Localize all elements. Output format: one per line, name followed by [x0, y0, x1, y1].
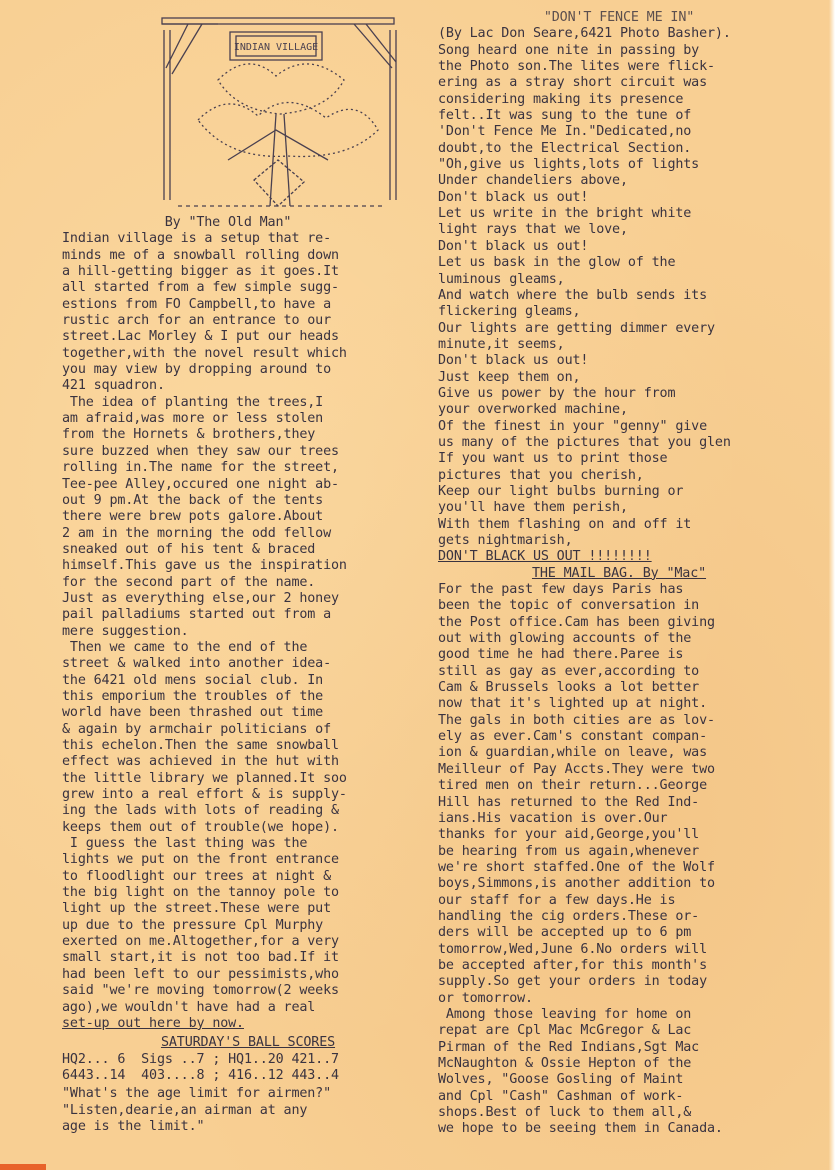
article-line: small start,it is not too bad.If it — [62, 950, 339, 966]
article-line: 2 am in the morning the odd fellow — [62, 525, 332, 541]
mailbag-line: tired men on their return...George — [438, 778, 708, 794]
article-line: the little library we planned.It soo — [62, 770, 347, 786]
mailbag-line: shops.Best of luck to them all,& — [438, 1105, 692, 1121]
arch-crossbeam — [162, 18, 394, 24]
song-line: luminous gleams, — [438, 271, 565, 287]
page-right-edge — [829, 0, 835, 1170]
arch-left-brace — [166, 24, 188, 68]
article-line: lights we put on the front entrance — [62, 852, 339, 868]
song-lyrics — [438, 157, 800, 566]
mailbag-line: Hill has returned to the Red Ind- — [438, 794, 700, 810]
song-intro-line: ering as a stray short circuit was — [438, 75, 708, 91]
article-line: 421 squadron. — [62, 378, 165, 394]
song-line: DON'T BLACK US OUT !!!!!!!! — [438, 549, 652, 565]
song-line: Give us power by the hour from — [438, 385, 676, 401]
article-line: from the Hornets & brothers,they — [62, 427, 316, 443]
joke-line: "Listen,dearie,an airman at any — [62, 1102, 308, 1118]
song-line: us many of the pictures that you glen — [438, 434, 731, 450]
article-line: mere suggestion. — [62, 623, 189, 639]
song-line: minute,it seems, — [438, 336, 565, 352]
article-line: rolling in.The name for the street, — [62, 460, 339, 476]
article-line: Then we came to the end of the — [62, 639, 308, 655]
article-line: out 9 pm.At the back of the tents — [62, 492, 324, 508]
song-line: Don't black us out! — [438, 189, 589, 205]
article-line: & again by armchair politicians of — [62, 721, 332, 737]
village-sign-text: INDIAN VILLAGE — [233, 42, 319, 53]
song-line: Under chandeliers above, — [438, 173, 628, 189]
article-line: set-up out here by now. — [62, 1015, 244, 1031]
mailbag-line: we hope to be seeing them in Canada. — [438, 1121, 723, 1137]
article-line: this echelon.Then the same snowball — [62, 738, 339, 753]
ball-scores-title: SATURDAY'S BALL SCORES — [160, 1035, 336, 1051]
tree-foliage — [218, 64, 344, 114]
mailbag-line: our staff for a few days.He is — [438, 892, 676, 908]
mailbag-line: supply.So get your orders in today — [438, 974, 708, 990]
mailbag-line: ion & guardian,while on leave, was — [438, 745, 708, 761]
article-line: Tee-pee Alley,occured one night ab- — [62, 476, 339, 492]
article-line: rustic arch for an entrance to our — [62, 313, 332, 329]
mailbag-line: tomorrow,Wed,June 6.No orders will — [438, 941, 708, 957]
mailbag-line: boys,Simmons,is another addition to — [438, 876, 715, 892]
song-line: light rays that we love, — [438, 222, 628, 238]
article-line: all started from a few simple sugg- — [62, 280, 339, 296]
article-line: ing the lads with lots of reading & — [62, 803, 339, 819]
article-line: world have been thrashed out time — [62, 705, 324, 721]
article-line: The idea of planting the trees,I — [62, 394, 324, 410]
mailbag-line: ely as ever.Cam's constant compan- — [438, 729, 708, 745]
article-line: together,with the novel result which — [62, 345, 347, 361]
song-line: Our lights are getting dimmer every — [438, 320, 715, 336]
mailbag-line: and Cpl "Cash" Cashman of work- — [438, 1088, 684, 1104]
right-column — [438, 10, 800, 1138]
song-line: Don't black us out! — [438, 238, 589, 254]
song-line: gets nightmarish, — [438, 533, 573, 548]
article-byline: By "The Old Man" — [164, 215, 292, 230]
article-line: Just as everything else,our 2 honey — [62, 590, 339, 606]
mailbag-line: Meilleur of Pay Accts.They were two — [438, 761, 715, 777]
article-line: said "we're moving tomorrow(2 weeks — [62, 983, 339, 999]
mailbag-line: Among those leaving for home on — [438, 1006, 692, 1022]
article-line: effect was achieved in the hut with — [62, 754, 339, 770]
article-line: light up the street.These were put — [62, 901, 332, 917]
mailbag-line: ders will be accepted up to 6 pm — [438, 925, 692, 941]
article-line: street.Lac Morley & I put our heads — [62, 329, 339, 345]
article-line: for the second part of the name. — [62, 574, 316, 590]
mailbag-line: For the past few days Paris has — [438, 582, 684, 598]
song-line: you'll have them perish, — [438, 500, 628, 516]
song-line: If you want us to print those — [438, 451, 668, 467]
song-byline: (By Lac Don Seare,6421 Photo Basher). — [438, 26, 731, 42]
article-line: estions from FO Campbell,to have a — [62, 296, 332, 312]
song-line: With them flashing on and off it — [438, 516, 692, 532]
score-line: HQ2... 6 Sigs ..7 ; HQ1..20 421..7 — [62, 1051, 339, 1067]
indian-village-arch-sketch — [158, 10, 414, 216]
article-line: the 6421 old mens social club. In — [62, 672, 324, 688]
mailbag-line: still as gay as ever,according to — [438, 663, 700, 679]
indian-village-article — [62, 231, 434, 1032]
mailbag-line: thanks for your aid,George,you'll — [438, 827, 700, 843]
mailbag-line: now that it's lighted up at night. — [438, 696, 708, 712]
page-edge-mark — [0, 1164, 46, 1170]
ball-scores — [62, 1052, 434, 1085]
mailbag-title: THE MAIL BAG. By "Mac" — [531, 565, 707, 581]
article-line: Indian village is a setup that re- — [62, 231, 332, 247]
article-line: ago),we wouldn't have had a real — [62, 999, 316, 1015]
mailbag-line: Wolves, "Goose Gosling of Maint — [438, 1072, 684, 1088]
mailbag-line: be hearing from us again,whenever — [438, 843, 700, 859]
article-line: himself.This gave us the inspiration — [62, 558, 347, 574]
article-line: am afraid,was more or less stolen — [62, 411, 324, 427]
article-line: this emporium the troubles of the — [62, 688, 324, 704]
song-intro-line: 'Don't Fence Me In."Dedicated,no — [438, 124, 692, 140]
joke-line: "What's the age limit for airmen?" — [62, 1086, 332, 1102]
song-line: Just keep them on, — [438, 369, 581, 385]
mailbag-line: be accepted after,for this month's — [438, 957, 708, 973]
article-line: pail palladiums started out from a — [62, 607, 332, 623]
song-line: flickering gleams, — [438, 304, 581, 320]
article-line: sneaked out of his tent & braced — [62, 541, 316, 557]
mailbag-line: good time he had there.Paree is — [438, 647, 684, 663]
song-title: "DON'T FENCE ME IN" — [543, 10, 695, 25]
article-line: a hill-getting bigger as it goes.It — [62, 264, 339, 280]
mailbag-line: McNaughton & Ossie Hepton of the — [438, 1056, 692, 1071]
mailbag-line: Pirman of the Red Indians,Sgt Mac — [438, 1039, 700, 1055]
song-line: pictures that you cherish, — [438, 467, 644, 483]
article-line: there were brew pots galore.About — [62, 509, 324, 525]
article-line: had been left to our pessimists,who — [62, 966, 339, 982]
song-line: Don't black us out! — [438, 353, 589, 369]
song-line: Keep our light bulbs burning or — [438, 483, 684, 499]
article-line: I guess the last thing was the — [62, 836, 308, 852]
article-line: street & walked into another idea- — [62, 656, 332, 672]
mailbag-line: The gals in both cities are as lov- — [438, 712, 715, 728]
song-intro — [438, 43, 800, 157]
article-line: grew into a real effort & is supply- — [62, 787, 347, 803]
mailbag-line: been the topic of conversation in — [438, 598, 700, 614]
song-line: your overworked machine, — [438, 402, 628, 418]
song-line: "Oh,give us lights,lots of lights — [438, 157, 700, 173]
mailbag-line: or tomorrow. — [438, 990, 533, 1006]
arch-right-brace — [354, 24, 392, 68]
article-line: you may view by dropping around to — [62, 362, 332, 378]
joke-line: age is the limit." — [62, 1118, 205, 1134]
airman-joke — [62, 1086, 434, 1135]
song-line: And watch where the bulb sends its — [438, 287, 708, 303]
mailbag-line: ians.His vacation is over.Our — [438, 810, 668, 826]
mailbag-article — [438, 582, 800, 1138]
tepee-outline — [228, 130, 328, 160]
mailbag-line: repat are Cpl Mac McGregor & Lac — [438, 1023, 692, 1039]
mailbag-line: handling the cig orders.These or- — [438, 908, 700, 924]
mailbag-line: we're short staffed.One of the Wolf — [438, 859, 715, 875]
mailbag-line: the Post office.Cam has been giving — [438, 614, 715, 630]
article-line: the big light on the tannoy pole to — [62, 885, 339, 901]
song-intro-line: considering making its presence — [438, 91, 684, 107]
song-intro-line: felt..It was sung to the tune of — [438, 108, 692, 124]
mailbag-line: out with glowing accounts of the — [438, 631, 692, 647]
article-line: up due to the pressure Cpl Murphy — [62, 917, 324, 933]
article-line: minds me of a snowball rolling down — [62, 247, 339, 263]
song-intro-line: Song heard one nite in passing by — [438, 42, 700, 58]
song-line: Let us bask in the glow of the — [438, 255, 676, 271]
mailbag-line: Cam & Brussels looks a lot better — [438, 680, 700, 696]
article-line: to floodlight our trees at night & — [62, 868, 332, 884]
tree-trunk — [270, 114, 276, 206]
article-line: exerted on me.Altogether,for a very — [62, 934, 339, 950]
song-intro-line: the Photo son.The lites were flick- — [438, 59, 715, 75]
article-line: sure buzzed when they saw our trees — [62, 443, 339, 459]
article-line: keeps them out of trouble(we hope). — [62, 819, 339, 835]
score-line: 6443..14 403....8 ; 416..12 443..4 — [62, 1067, 339, 1083]
song-line: Let us write in the bright white — [438, 206, 692, 222]
song-intro-line: doubt,to the Electrical Section. — [438, 140, 692, 156]
left-column — [62, 215, 434, 1135]
song-line: Of the finest in your "genny" give — [438, 418, 708, 434]
